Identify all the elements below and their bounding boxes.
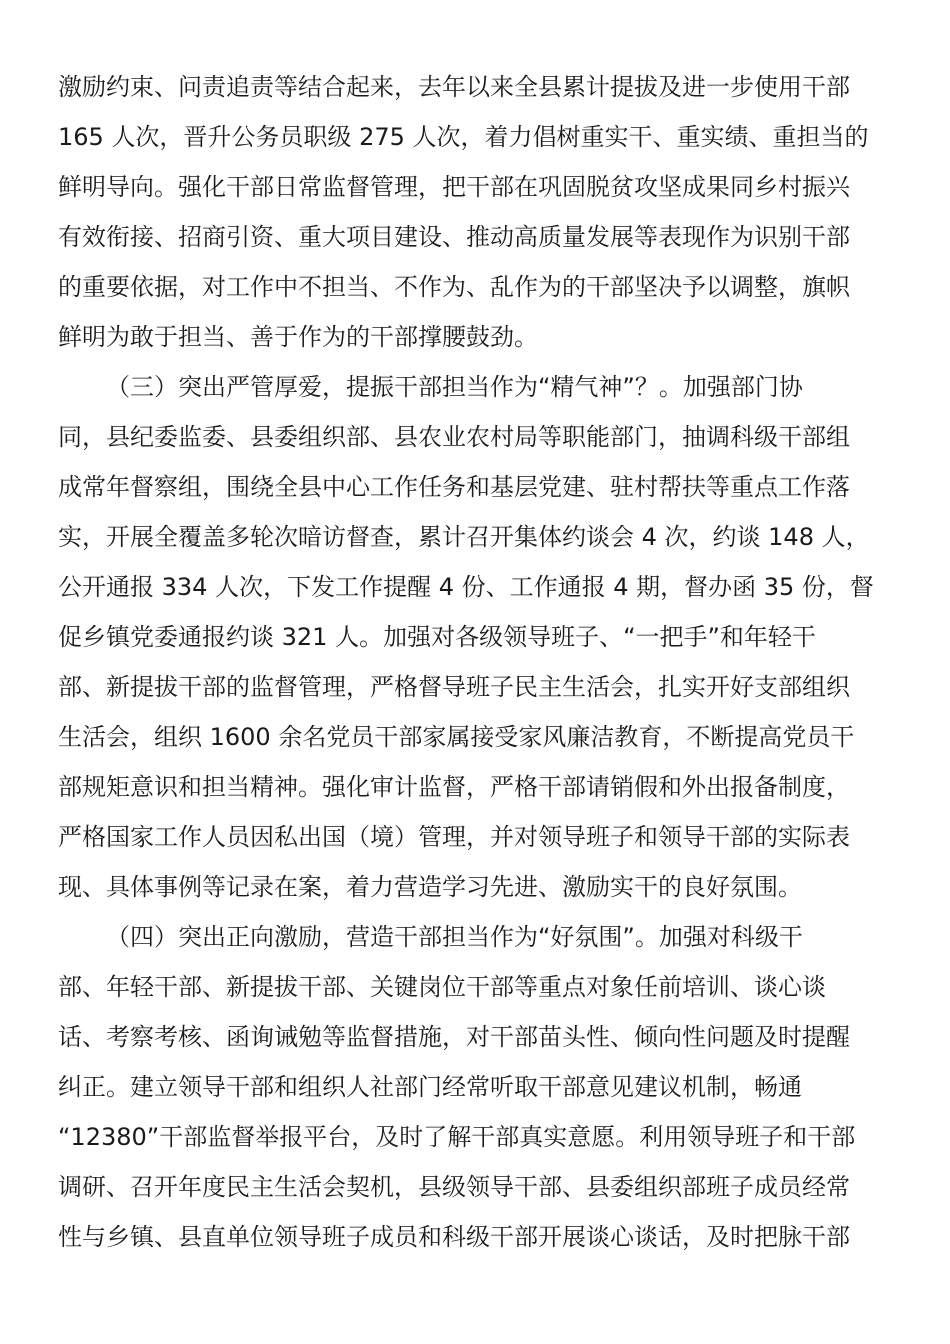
text-line: 同，县纪委监委、县委组织部、县农业农村局等职能部门，抽调科级干部组 <box>58 423 850 451</box>
text-line: 促乡镇党委通报约谈 321 人。加强对各级领导班子、“一把手”和年轻干 <box>58 623 816 651</box>
text-line: 165 人次，晋升公务员职级 275 人次，着力倡树重实干、重实绩、重担当的 <box>58 123 869 151</box>
text-line: 生活会，组织 1600 余名党员干部家属接受家风廉洁教育，不断提高党员干 <box>58 723 855 751</box>
text-line: 实，开展全覆盖多轮次暗访督查，累计召开集体约谈会 4 次，约谈 148 人， <box>58 523 870 551</box>
text-line: 现、具体事例等记录在案，着力营造学习先进、激励实干的良好氛围。 <box>58 873 802 901</box>
text-line: 话、考察考核、函询诫勉等监督措施，对干部苗头性、倾向性问题及时提醒 <box>58 1023 850 1051</box>
text-line: 有效衔接、招商引资、重大项目建设、推动高质量发展等表现作为识别干部 <box>58 223 850 251</box>
text-line: 纠正。建立领导干部和组织人社部门经常听取干部意见建议机制，畅通 <box>58 1073 802 1101</box>
text-line: 成常年督察组，围绕全县中心工作任务和基层党建、驻村帮扶等重点工作落 <box>58 473 850 501</box>
text-line: 公开通报 334 人次，下发工作提醒 4 份、工作通报 4 期，督办函 35 份，督 <box>58 573 874 601</box>
text-line: 部、年轻干部、新提拔干部、关键岗位干部等重点对象任前培训、谈心谈 <box>58 973 826 1001</box>
text-line: 性与乡镇、县直单位领导班子成员和科级干部开展谈心谈话，及时把脉干部 <box>58 1223 850 1251</box>
text-line: 鲜明为敢于担当、善于作为的干部撑腰鼓劲。 <box>58 323 538 351</box>
text-line: 调研、召开年度民主生活会契机，县级领导干部、县委组织部班子成员经常 <box>58 1173 850 1201</box>
text-line: “12380”干部监督举报平台，及时了解干部真实意愿。利用领导班子和干部 <box>58 1123 856 1151</box>
text-line: 鲜明导向。强化干部日常监督管理，把干部在巩固脱贫攻坚成果同乡村振兴 <box>58 173 850 201</box>
text-line: 的重要依据，对工作中不担当、不作为、乱作为的干部坚决予以调整，旗帜 <box>58 273 850 301</box>
text-line: 严格国家工作人员因私出国（境）管理，并对领导班子和领导干部的实际表 <box>58 823 850 851</box>
text-line: 激励约束、问责追责等结合起来，去年以来全县累计提拔及进一步使用干部 <box>58 73 850 101</box>
paragraph-heading-4: （四）突出正向激励，营造干部担当作为“好氛围”。加强对科级干 <box>106 923 803 951</box>
text-line: 部规矩意识和担当精神。强化审计监督，严格干部请销假和外出报备制度， <box>58 773 850 801</box>
paragraph-heading-3: （三）突出严管厚爱，提振干部担当作为“精气神”？。加强部门协 <box>106 373 803 401</box>
text-line: 部、新提拔干部的监督管理，严格督导班子民主生活会，扎实开好支部组织 <box>58 673 850 701</box>
